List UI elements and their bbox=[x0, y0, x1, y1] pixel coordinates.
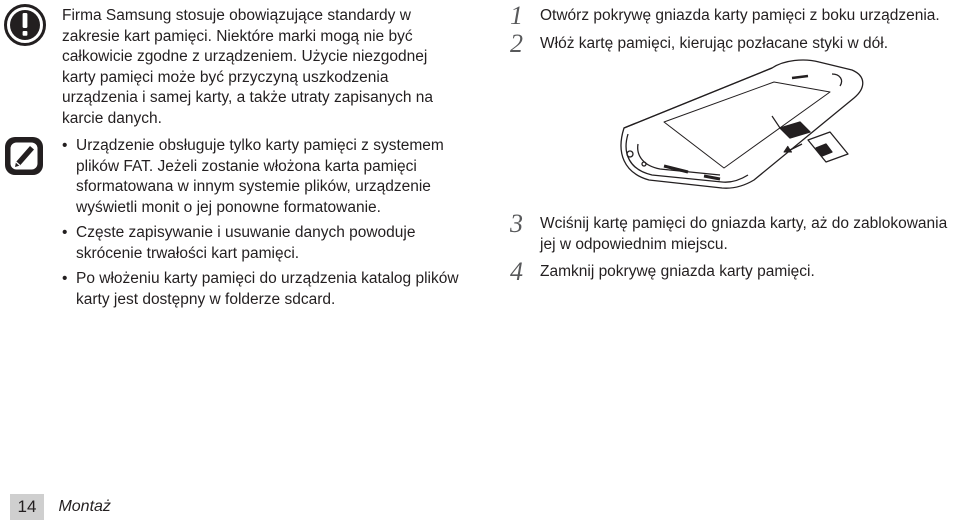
note-item-text: Urządzenie obsługuje tylko karty pamięci z systemem plików FAT. Jeżeli zostanie włożona karta pamięci sformatowana w innym systemie plików, urządzenie wyświetli monit o jej ponowne formatowanie. bbox=[76, 137, 444, 216]
step-text: Wciśnij kartę pamięci do gniazda karty, aż do zablokowania jej w odpowiednim miejscu. bbox=[540, 215, 948, 253]
step-text: Otwórz pokrywę gniazda karty pamięci z boku urządzenia. bbox=[540, 7, 940, 24]
note-item bbox=[62, 136, 462, 218]
note-list bbox=[62, 136, 462, 315]
warning-icon bbox=[3, 3, 47, 47]
phone-card-illustration bbox=[604, 58, 876, 198]
bullet-icon: • bbox=[62, 270, 68, 287]
note-item bbox=[62, 269, 462, 310]
step-3 bbox=[510, 209, 958, 255]
warning-text: Firma Samsung stosuje obowiązujące standardy w zakresie kart pamięci. Niektóre marki mogą nie być całkowicie zgodne z urządzeniem. Użycie niezgodnej karty pamięci może być przyczyną uszkodzenia urządzenia i samej karty, a także utraty zapisanych na karcie danych. bbox=[62, 7, 434, 127]
step-number: 4 bbox=[510, 257, 523, 286]
note-item-text: Po włożeniu karty pamięci do urządzenia katalog plików karty jest dostępny w folderze sdcard. bbox=[76, 270, 459, 308]
bullet-icon: • bbox=[62, 224, 68, 241]
bullet-icon: • bbox=[62, 137, 68, 154]
note-item bbox=[62, 223, 462, 264]
note-icon bbox=[3, 135, 45, 177]
step-number: 1 bbox=[510, 1, 523, 30]
step-text: Zamknij pokrywę gniazda karty pamięci. bbox=[540, 263, 815, 280]
step-1 bbox=[510, 1, 958, 30]
step-2 bbox=[510, 29, 958, 58]
step-number: 2 bbox=[510, 29, 523, 58]
step-number: 3 bbox=[510, 209, 523, 238]
step-text: Włóż kartę pamięci, kierując pozłacane styki w dół. bbox=[540, 35, 889, 52]
page-number: 14 bbox=[10, 494, 44, 520]
note-item-text: Częste zapisywanie i usuwanie danych powoduje skrócenie trwałości kart pamięci. bbox=[76, 224, 416, 262]
page-footer bbox=[10, 494, 111, 520]
section-name: Montaż bbox=[58, 498, 111, 515]
step-4 bbox=[510, 257, 958, 286]
